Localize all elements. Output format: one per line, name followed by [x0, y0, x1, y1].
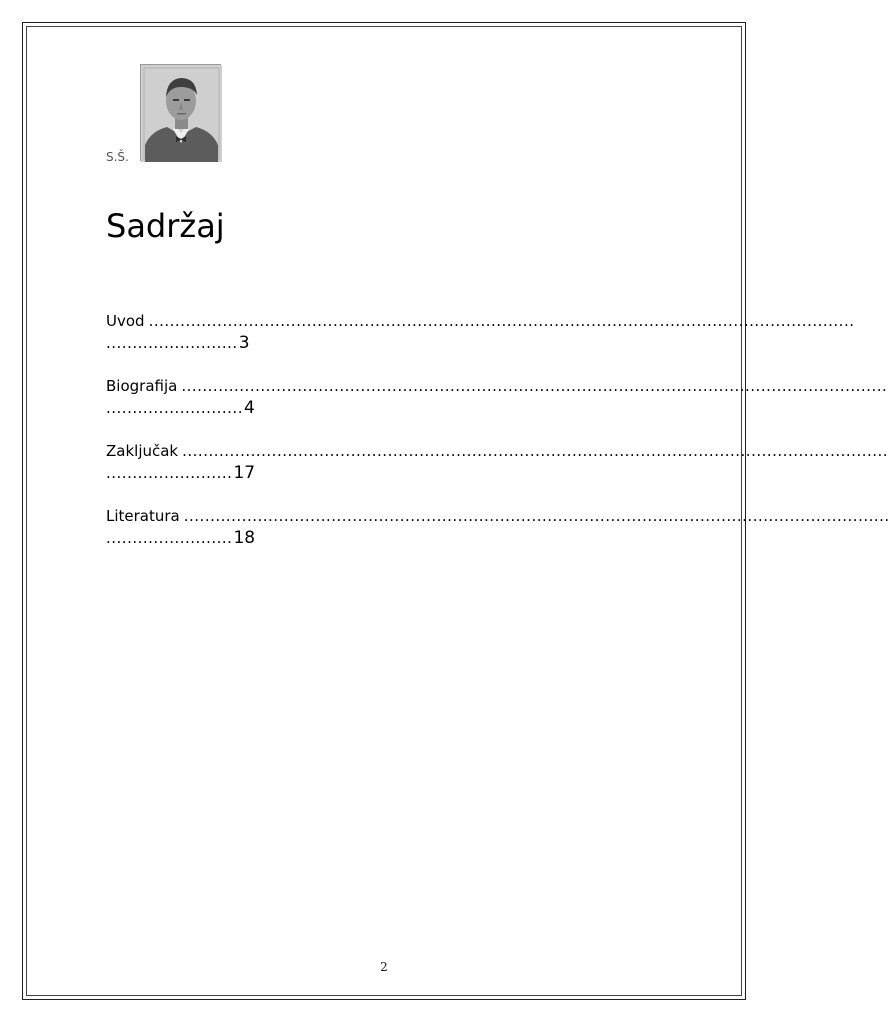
dot-leader: ........................ — [106, 529, 233, 547]
page-number: 2 — [380, 960, 388, 974]
portrait-icon — [141, 65, 222, 162]
page-title: Sadržaj — [106, 207, 225, 245]
toc-entry-label: Uvod — [106, 312, 145, 330]
author-portrait — [140, 64, 221, 161]
toc-entry-page: 17 — [233, 463, 256, 483]
dot-leader: ...................................................................................................................................... — [183, 507, 890, 525]
dot-leader: ......................... — [106, 334, 238, 352]
toc-entry-page: 4 — [243, 398, 255, 418]
toc-entry-literatura[interactable] — [106, 505, 890, 549]
toc-entry-label: Biografija — [106, 377, 178, 395]
dot-leader: ...................................................................................................................................... — [181, 377, 888, 395]
dot-leader: ........................ — [106, 464, 233, 482]
toc-entry-label: Literatura — [106, 507, 180, 525]
author-initials: S.Š. — [106, 150, 129, 164]
toc-entry-uvod[interactable] — [106, 310, 855, 354]
dot-leader: ...................................................................................................................................... — [148, 312, 855, 330]
dot-leader: ...................................................................................................................................... — [182, 442, 889, 460]
toc-entry-label: Zaključak — [106, 442, 179, 460]
dot-leader: .......................... — [106, 399, 243, 417]
table-of-contents — [106, 310, 890, 570]
toc-entry-zakljucak[interactable] — [106, 440, 889, 484]
toc-entry-biografija[interactable] — [106, 375, 888, 419]
toc-entry-page: 3 — [238, 333, 250, 353]
toc-entry-page: 18 — [233, 528, 256, 548]
